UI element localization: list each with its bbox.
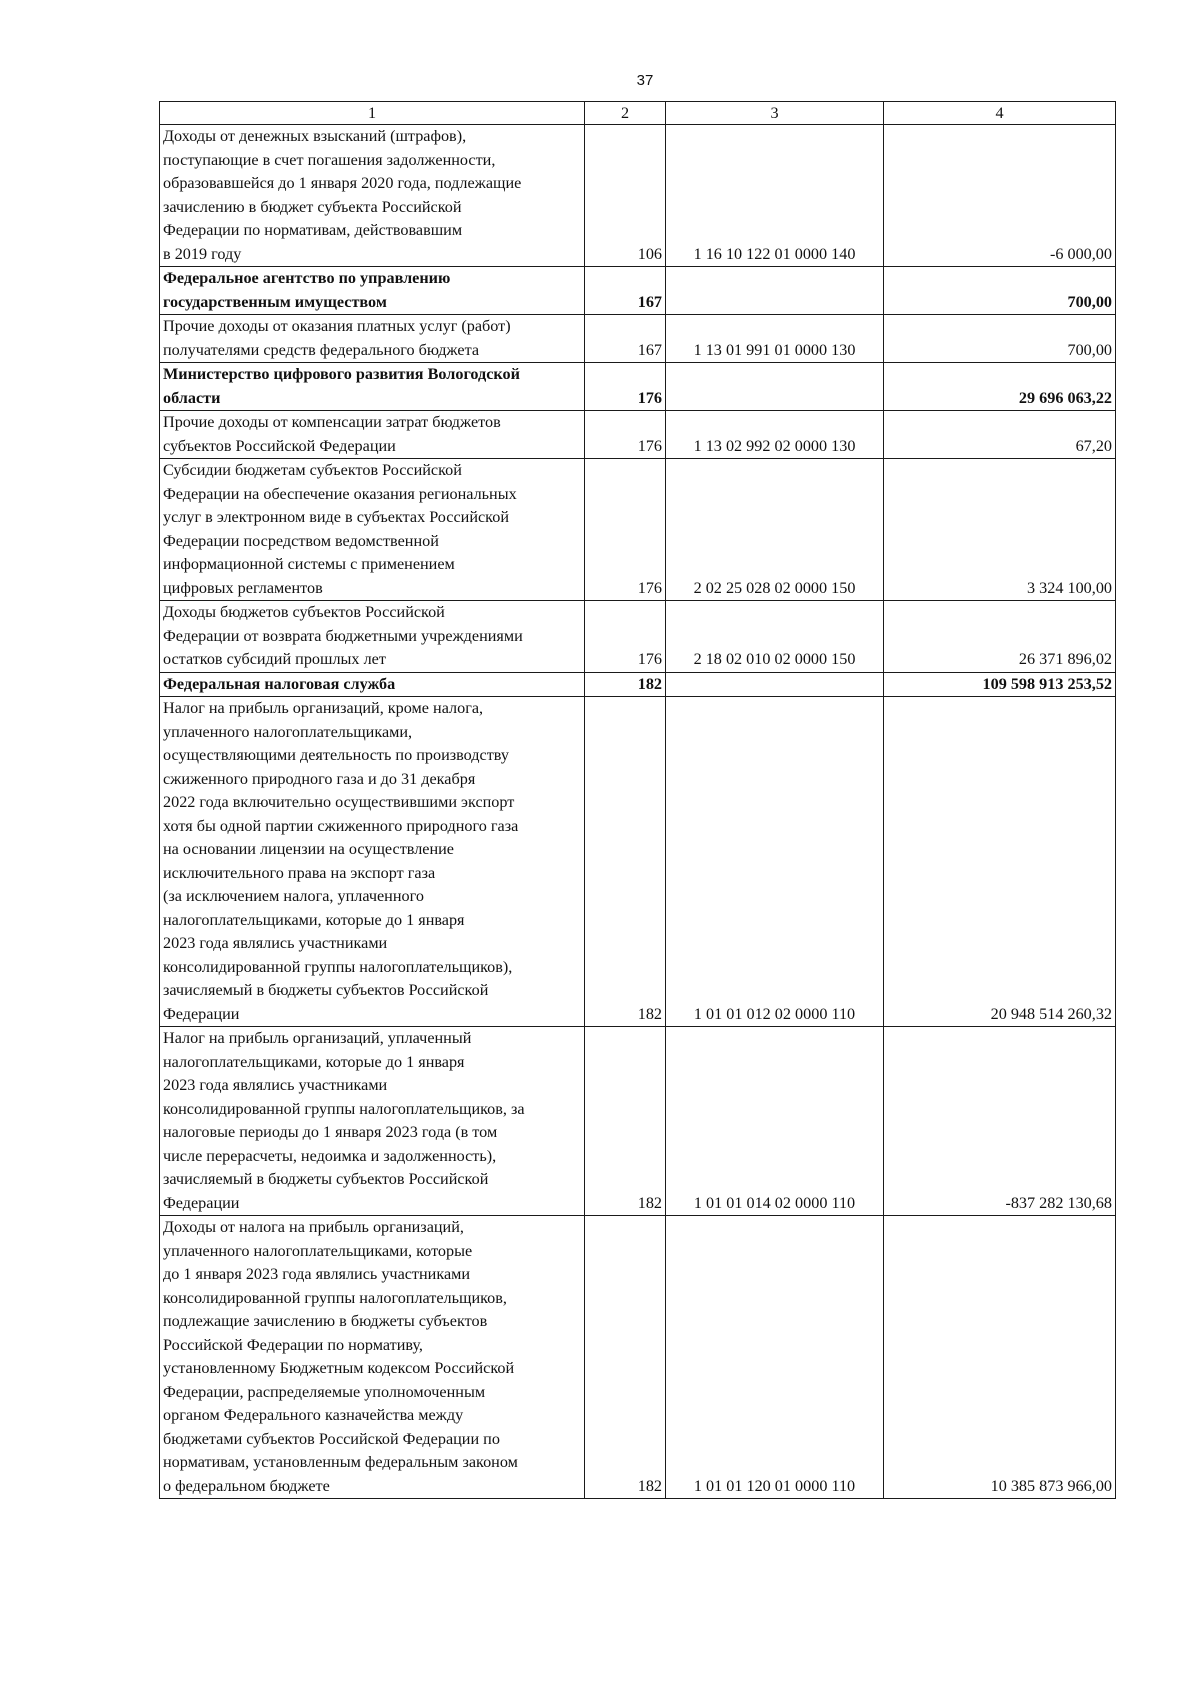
amount-cell: 10 385 873 966,00 — [884, 1216, 1116, 1499]
amount-cell: -837 282 130,68 — [884, 1027, 1116, 1216]
budget-classification-code-cell: 1 13 01 991 01 0000 130 — [666, 315, 884, 363]
column-header-1: 1 — [160, 102, 585, 125]
budget-classification-code-cell: 2 18 02 010 02 0000 150 — [666, 601, 884, 673]
table-row — [160, 1027, 1116, 1216]
table-row — [160, 125, 1116, 267]
table-row — [160, 267, 1116, 315]
admin-code-cell: 182 — [585, 1216, 666, 1499]
revenue-name-cell: Субсидии бюджетам субъектов Российской Федерации на обеспечение оказания региональных услуг в электронном виде в субъектах Российской Федерации посредством ведомственной информационной системы с применением цифровых регламентов — [160, 459, 585, 601]
revenue-table — [159, 101, 1116, 1499]
column-number-row — [160, 102, 1116, 125]
table-row — [160, 315, 1116, 363]
revenue-name-cell: Налог на прибыль организаций, уплаченный налогоплательщиками, которые до 1 января 2023 года являлись участниками консолидированной группы налогоплательщиков, за налоговые периоды до 1 января 2023 года (в том числе перерасчеты, недоимка и задолженность), зачисляемый в бюджеты субъектов Российской Федерации — [160, 1027, 585, 1216]
table-row — [160, 459, 1116, 601]
budget-classification-code-cell: 1 01 01 014 02 0000 110 — [666, 1027, 884, 1216]
budget-classification-code-cell: 1 16 10 122 01 0000 140 — [666, 125, 884, 267]
admin-code-cell: 167 — [585, 315, 666, 363]
revenue-name-cell: Доходы от налога на прибыль организаций, уплаченного налогоплательщиками, которые до 1 января 2023 года являлись участниками консолидированной группы налогоплательщиков, подлежащие зачислению в бюджеты субъектов Российской Федерации по нормативу, установленному Бюджетным кодексом Российской Федерации, распределяемые уполномоченным органом Федерального казначейства между бюджетами субъектов Российской Федерации по нормативам, установленным федеральным законом о федеральном бюджете — [160, 1216, 585, 1499]
admin-code-cell: 176 — [585, 411, 666, 459]
budget-classification-code-cell: 1 13 02 992 02 0000 130 — [666, 411, 884, 459]
revenue-name-cell: Прочие доходы от компенсации затрат бюджетов субъектов Российской Федерации — [160, 411, 585, 459]
budget-classification-code-cell: 1 01 01 012 02 0000 110 — [666, 697, 884, 1027]
budget-classification-code-cell — [666, 267, 884, 315]
admin-code-cell: 182 — [585, 697, 666, 1027]
column-header-4: 4 — [884, 102, 1116, 125]
revenue-name-cell: Налог на прибыль организаций, кроме налога, уплаченного налогоплательщиками, осуществляющими деятельность по производству сжиженного природного газа и до 31 декабря 2022 года включительно осуществившими экспорт хотя бы одной партии сжиженного природного газа на основании лицензии на осуществление исключительного права на экспорт газа (за исключением налога, уплаченного налогоплательщиками, которые до 1 января 2023 года являлись участниками консолидированной группы налогоплательщиков), зачисляемый в бюджеты субъектов Российской Федерации — [160, 697, 585, 1027]
amount-cell: 3 324 100,00 — [884, 459, 1116, 601]
amount-cell: 20 948 514 260,32 — [884, 697, 1116, 1027]
admin-code-cell: 176 — [585, 363, 666, 411]
column-header-3: 3 — [666, 102, 884, 125]
admin-code-cell: 182 — [585, 1027, 666, 1216]
budget-classification-code-cell — [666, 363, 884, 411]
table-row — [160, 363, 1116, 411]
amount-cell: 29 696 063,22 — [884, 363, 1116, 411]
amount-cell: 26 371 896,02 — [884, 601, 1116, 673]
table-row — [160, 1216, 1116, 1499]
table-row — [160, 697, 1116, 1027]
budget-classification-code-cell — [666, 672, 884, 697]
table-row — [160, 672, 1116, 697]
admin-code-cell: 167 — [585, 267, 666, 315]
admin-code-cell: 182 — [585, 672, 666, 697]
revenue-name-cell: Министерство цифрового развития Вологодской области — [160, 363, 585, 411]
amount-cell: 109 598 913 253,52 — [884, 672, 1116, 697]
budget-classification-code-cell: 1 01 01 120 01 0000 110 — [666, 1216, 884, 1499]
amount-cell: 700,00 — [884, 267, 1116, 315]
amount-cell: -6 000,00 — [884, 125, 1116, 267]
revenue-name-cell: Доходы от денежных взысканий (штрафов), поступающие в счет погашения задолженности, образовавшейся до 1 января 2020 года, подлежащие зачислению в бюджет субъекта Российской Федерации по нормативам, действовавшим в 2019 году — [160, 125, 585, 267]
table-row — [160, 601, 1116, 673]
column-header-2: 2 — [585, 102, 666, 125]
budget-classification-code-cell: 2 02 25 028 02 0000 150 — [666, 459, 884, 601]
table-row — [160, 411, 1116, 459]
revenue-name-cell: Прочие доходы от оказания платных услуг (работ) получателями средств федерального бюджета — [160, 315, 585, 363]
revenue-name-cell: Федеральная налоговая служба — [160, 672, 585, 697]
revenue-name-cell: Федеральное агентство по управлению государственным имуществом — [160, 267, 585, 315]
admin-code-cell: 106 — [585, 125, 666, 267]
revenue-name-cell: Доходы бюджетов субъектов Российской Федерации от возврата бюджетными учреждениями остатков субсидий прошлых лет — [160, 601, 585, 673]
admin-code-cell: 176 — [585, 601, 666, 673]
page-number: 37 — [636, 72, 654, 89]
admin-code-cell: 176 — [585, 459, 666, 601]
amount-cell: 700,00 — [884, 315, 1116, 363]
amount-cell: 67,20 — [884, 411, 1116, 459]
